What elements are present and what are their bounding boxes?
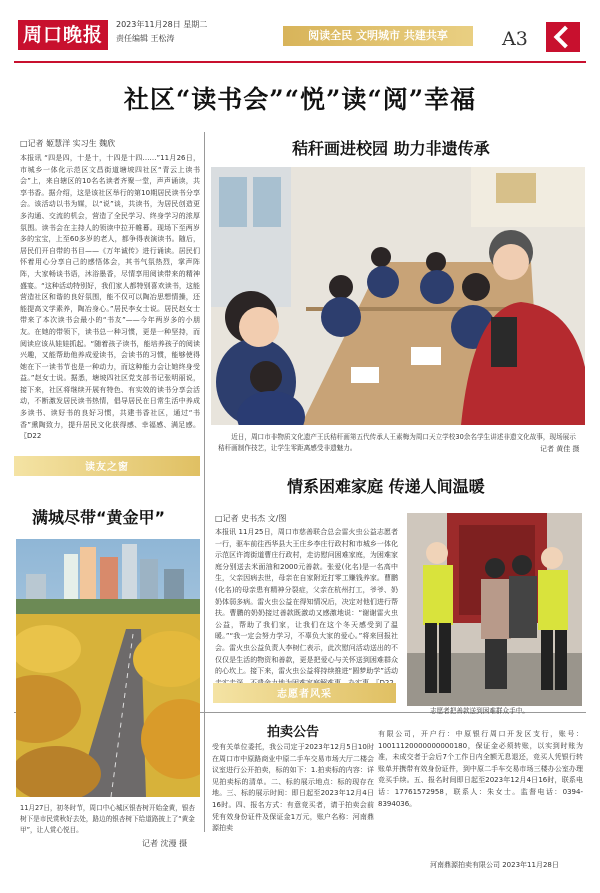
autumn-credit: 记者 沈漫 摄	[142, 839, 188, 848]
classroom-photo	[211, 167, 585, 425]
care-byline: □记者 史书杰 文/图	[215, 514, 287, 523]
page-editor: 责任编辑 王松涛	[116, 34, 175, 43]
page-banner: 阅读全民 文明城市 共建共享	[283, 26, 473, 46]
notice-right-text: 有限公司，开户行：中原银行周口开发区支行，账号：10011120000000000180，保证金必须转账，以实到时账为准，未成交者于会后7个工作日内全额无息退还，竞买人凭银行转账单并携带有效身份证件，到中原二手车交易市场三楼办公室办理竞买手续。五、报名时间即日起至2023年12月4日16时，联系电话：17761572958，联系人：朱女士。监督电话：0394-8394036。	[378, 730, 583, 808]
painting-title: 秸秆画进校园 助力非遗传承	[292, 139, 490, 158]
painting-caption: 近日，周口市非物质文化遗产王氏秸秆画第五代传承人王素梅为周口天立学校30余名学生讲述非遗文化故事，现场展示秸秆画制作技艺，让学生零距离感受非遗魅力。	[218, 433, 576, 452]
notice-left-text: 受有关单位委托，我公司定于2023年12月5日10时在周口市中原路商业中原二手车交易市场大厅二楼会议室进行公开拍卖，标的如下：1.拍卖标的内容：详见拍卖标的清单。二、标的展示地点：标的现存在地。三、标的展示时间：即日起至2023年12月4日16时。四、报名方式：有意竞买者，请于拍卖会前凭有效身份证件及保证金1万元，账户名称：河南鼎源拍卖	[212, 743, 374, 833]
notice-signature: 河南鼎源拍卖有限公司 2023年11月28日	[430, 861, 559, 869]
page-flag-icon	[546, 22, 580, 52]
care-caption: 志愿者把善款送到困难群众手中。	[430, 707, 529, 715]
notice-title: 拍卖公告	[266, 725, 319, 740]
autumn-title: 满城尽带“黄金甲”	[32, 508, 166, 527]
donation-photo	[407, 513, 582, 706]
ginkgo-city-photo	[16, 539, 200, 797]
article-byline: □记者 姬慧洋 实习生 魏欣	[20, 139, 116, 148]
masthead	[0, 0, 600, 62]
section-tag: 读友之窗	[14, 456, 200, 476]
page-headline: 社区“读书会”“悦”读“阅”幸福	[123, 85, 477, 114]
issue-date: 2023年11月28日 星期二	[116, 20, 208, 29]
article-body: 本报讯 “四是四，十是十，十四是十四……”11月26日，市城乡一体化示范区文昌街道塘坡四社区“青云上读书会”上，来自辖区的10名名读者齐聚一堂，声声诵读，共享书香。据介绍，这是该社区举行的第10期居民读书分享会。该活动以书为媒，以“说”谈，共读书，为居民创造更多沟通、交流的机会，营造了全民学习、终身学习的浓厚氛围。读书会在主持人的领读中拉开帷幕。现场下至两岁多的宝宝，上至60多岁的老人，都争得表演读书。随后，居民们开自带的书目——《万年诚传》进行诵读。居民们怀着用心分享自己的感悟体会，其书气氛热烈，掌声阵阵，大家畅谈书语，沐浴墨香，尽情享用阅读带来的精神盛宴。“这种活动特别好，我们家人都特别喜欢读书，这能营造社区和谐的良好氛围，能不仅可以陶冶思想情操，还能提高文学素养，陶冶身心。”居民李女士说。居民赵女士带来了本次读书会最小的“书友”——今年两岁多的小朋友。在她的带领下，读书总一种习惯，更是一种坚持，而阅读应该从娃娃抓起。“随着孩子读书，能培养孩子的阅读兴趣，又能帮助他养成爱读书，会读书的习惯，能够使得她在下一读书节也是一种动力，而这种能力会让她终身受益。”赵女士说。据悉，塘坡四社区党支部书记张明丽说，接下来，社区将继续开展有特色、有实效的读书分享会活动，不断激发居民读书热情，倡导居民在日常生活中养成多读书、读好书的良好习惯，共建书香社区，通过“书香”熏陶致力，提升居民文化获得感、幸福感、满足感。〖D22	[20, 154, 200, 441]
care-title: 情系困难家庭 传递人间温暖	[287, 477, 485, 496]
care-body: 本报讯 11月25日，周口市慈善联合总会雷火虫公益志愿者一行，驱车前往西华县大王庄乡李庄行政村和市城乡一体化示范区许湾街道曹庄行政村，走访慰问困难家庭，为困难家庭分别送去米面油和2000元善款。张爱(化名)是一名高中生，父亲因病去世，母亲在自家附近打零工赚钱养家。曹鹏(化名)的母亲患有精神分裂症，父亲在杭州打工，爷爷、奶奶体弱多病。雷火虫公益在得知情况后，决定对他们进行帮扶。曹鹏的奶奶接过善款既激动又感激地说：“谢谢雷火虫公益，帮助了我们家，让我们在这个冬天感受到了温暖。”“我一定会努力学习，不辜负大家的爱心。”将来回报社会。雷火虫公益负责人李树仁表示，此次慰问活动送出的不仅仅是生活的物资和善款，更是把爱心与关怀送到困难群众的心坎上。接下来，雷火虫公益将持续推进“圆梦助学”活动	[215, 528, 398, 676]
autumn-caption: 11月27日，初冬时节，周口中心城区银杏树开始金黄，银杏树下是市民赏秋好去处，路边的银杏树下给道路披上了“黄金甲”，让人赏心悦目。	[20, 804, 196, 834]
section-tag-volunteer: 志愿者风采	[213, 683, 396, 703]
painting-credit: 记者 黄佳 摄	[540, 445, 580, 453]
page-number: A3	[502, 28, 528, 50]
masthead-rule	[14, 61, 586, 63]
newspaper-logo: 周口晚报	[18, 20, 108, 50]
column-divider	[204, 132, 205, 832]
